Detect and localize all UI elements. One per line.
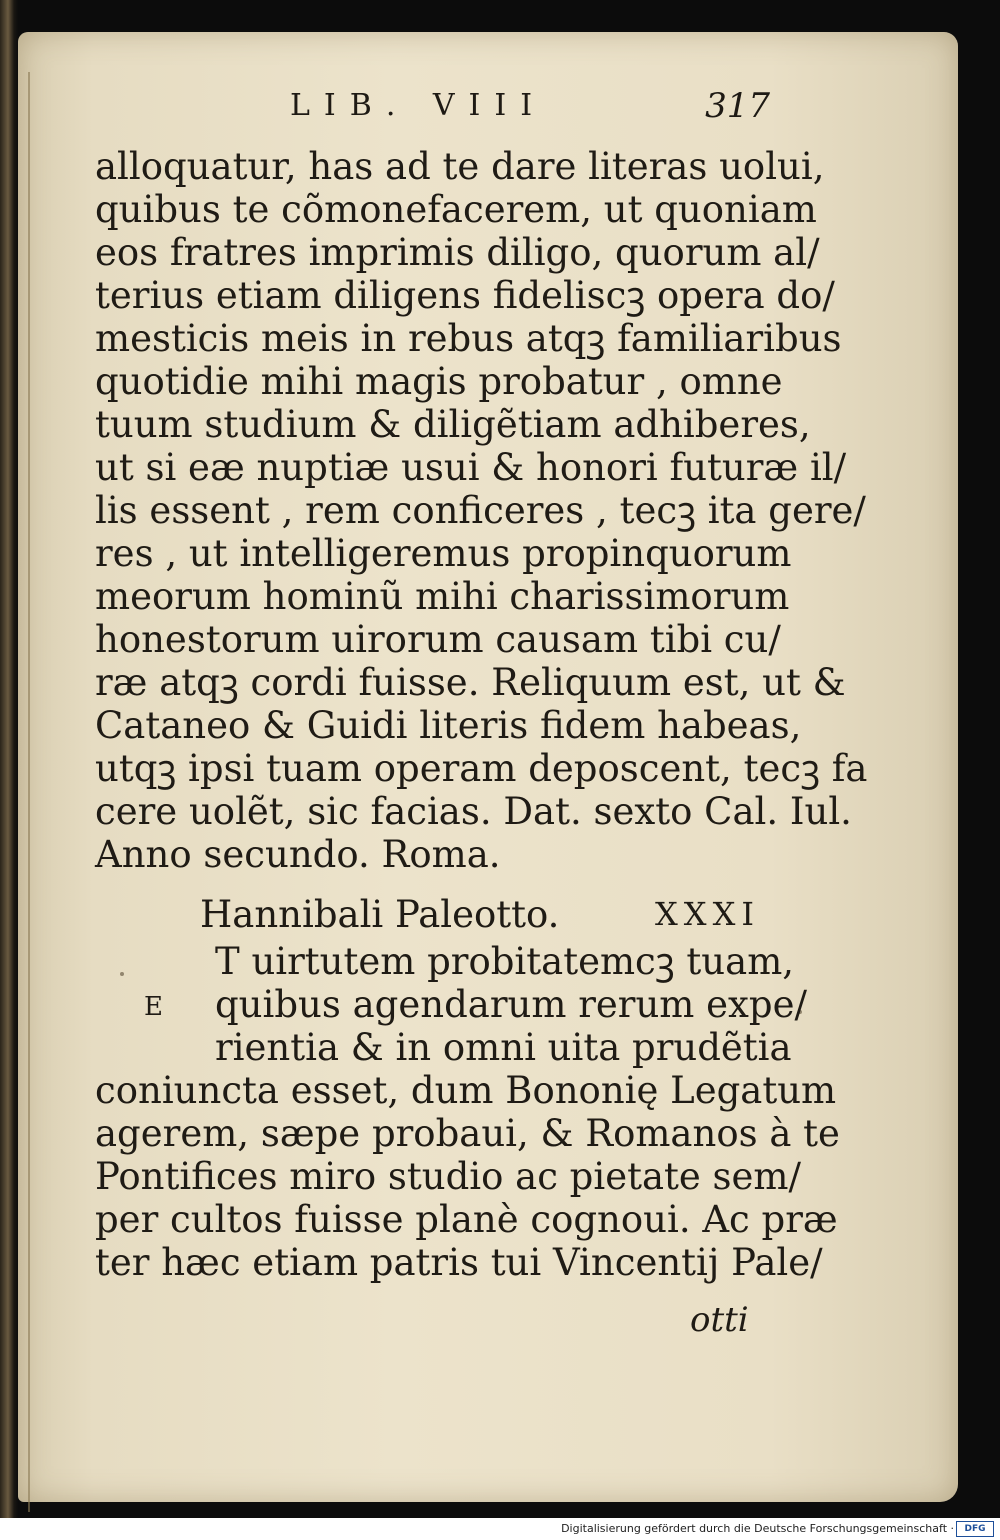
text-line: terius etiam diligens fideliscꝫ opera do/	[95, 274, 835, 317]
letter-addressee: Hannibali Paleotto.	[200, 893, 560, 936]
text-line: alloquatur, has ad te dare literas uolui,	[95, 145, 825, 188]
page-number: 317	[705, 86, 770, 126]
text-line: coniuncta esset, dum Bononię Legatum	[95, 1069, 837, 1112]
text-line: per cultos fuisse planè cognoui. Ac præ	[95, 1198, 838, 1241]
catchword: otti	[690, 1300, 749, 1340]
text-line: eos fratres imprimis diligo, quorum al/	[95, 231, 820, 274]
dfg-logo: DFG	[956, 1521, 994, 1537]
text-line: ræ atqꝫ cordi fuisse. Reliquum est, ut &	[95, 661, 846, 704]
text-line: Anno secundo. Roma.	[95, 833, 501, 876]
footer-credit: Digitalisierung gefördert durch die Deutsche Forschungsgemeinschaft ·	[561, 1522, 954, 1535]
text-line: Cataneo & Guidi literis fidem habeas,	[95, 704, 802, 747]
letter-number: XXXI	[655, 895, 760, 933]
page-edge-shadow	[28, 72, 30, 1512]
text-line: quibus te cõmonefacerem, ut quoniam	[95, 188, 817, 231]
text-line: tuum studium & diligẽtiam adhiberes,	[95, 403, 811, 446]
text-line: utqꝫ ipsi tuam operam deposcent, tecꝫ fa	[95, 747, 868, 790]
text-line: honestorum uirorum causam tibi cu/	[95, 618, 781, 661]
running-head	[290, 88, 770, 128]
text-line: quotidie mihi magis probatur , omne	[95, 360, 783, 403]
text-line: res , ut intelligeremus propinquorum	[95, 532, 792, 575]
text-line: T uirtutem probitatemcꝫ tuam,	[215, 940, 795, 983]
text-line: cere uolẽt, sic facias. Dat. sexto Cal. Iul.	[95, 790, 852, 833]
text-line: mesticis meis in rebus atqꝫ familiaribus	[95, 317, 842, 360]
text-line: rientia & in omni uita prudẽtia	[215, 1026, 792, 1069]
text-line: ut si eæ nuptiæ usui & honori futuræ il/	[95, 446, 847, 489]
text-line: Pontifices miro studio ac pietate sem/	[95, 1155, 801, 1198]
text-line: ter hæc etiam patris tui Vincentij Pale/	[95, 1241, 823, 1284]
text-line: meorum hominũ mihi charissimorum	[95, 575, 790, 618]
paragraph-text	[95, 145, 868, 876]
text-line: lis essent , rem conficeres , tecꝫ ita gere/	[95, 489, 866, 532]
letter-heading	[200, 893, 760, 936]
text-line: quibus agendarum rerum expe/	[215, 983, 807, 1026]
text-line: agerem, sæpe probaui, & Romanos à te	[95, 1112, 840, 1155]
signature-mark: E	[144, 992, 163, 1022]
letter-text	[95, 940, 840, 1284]
running-head-title: LIB. VIII	[290, 88, 547, 123]
